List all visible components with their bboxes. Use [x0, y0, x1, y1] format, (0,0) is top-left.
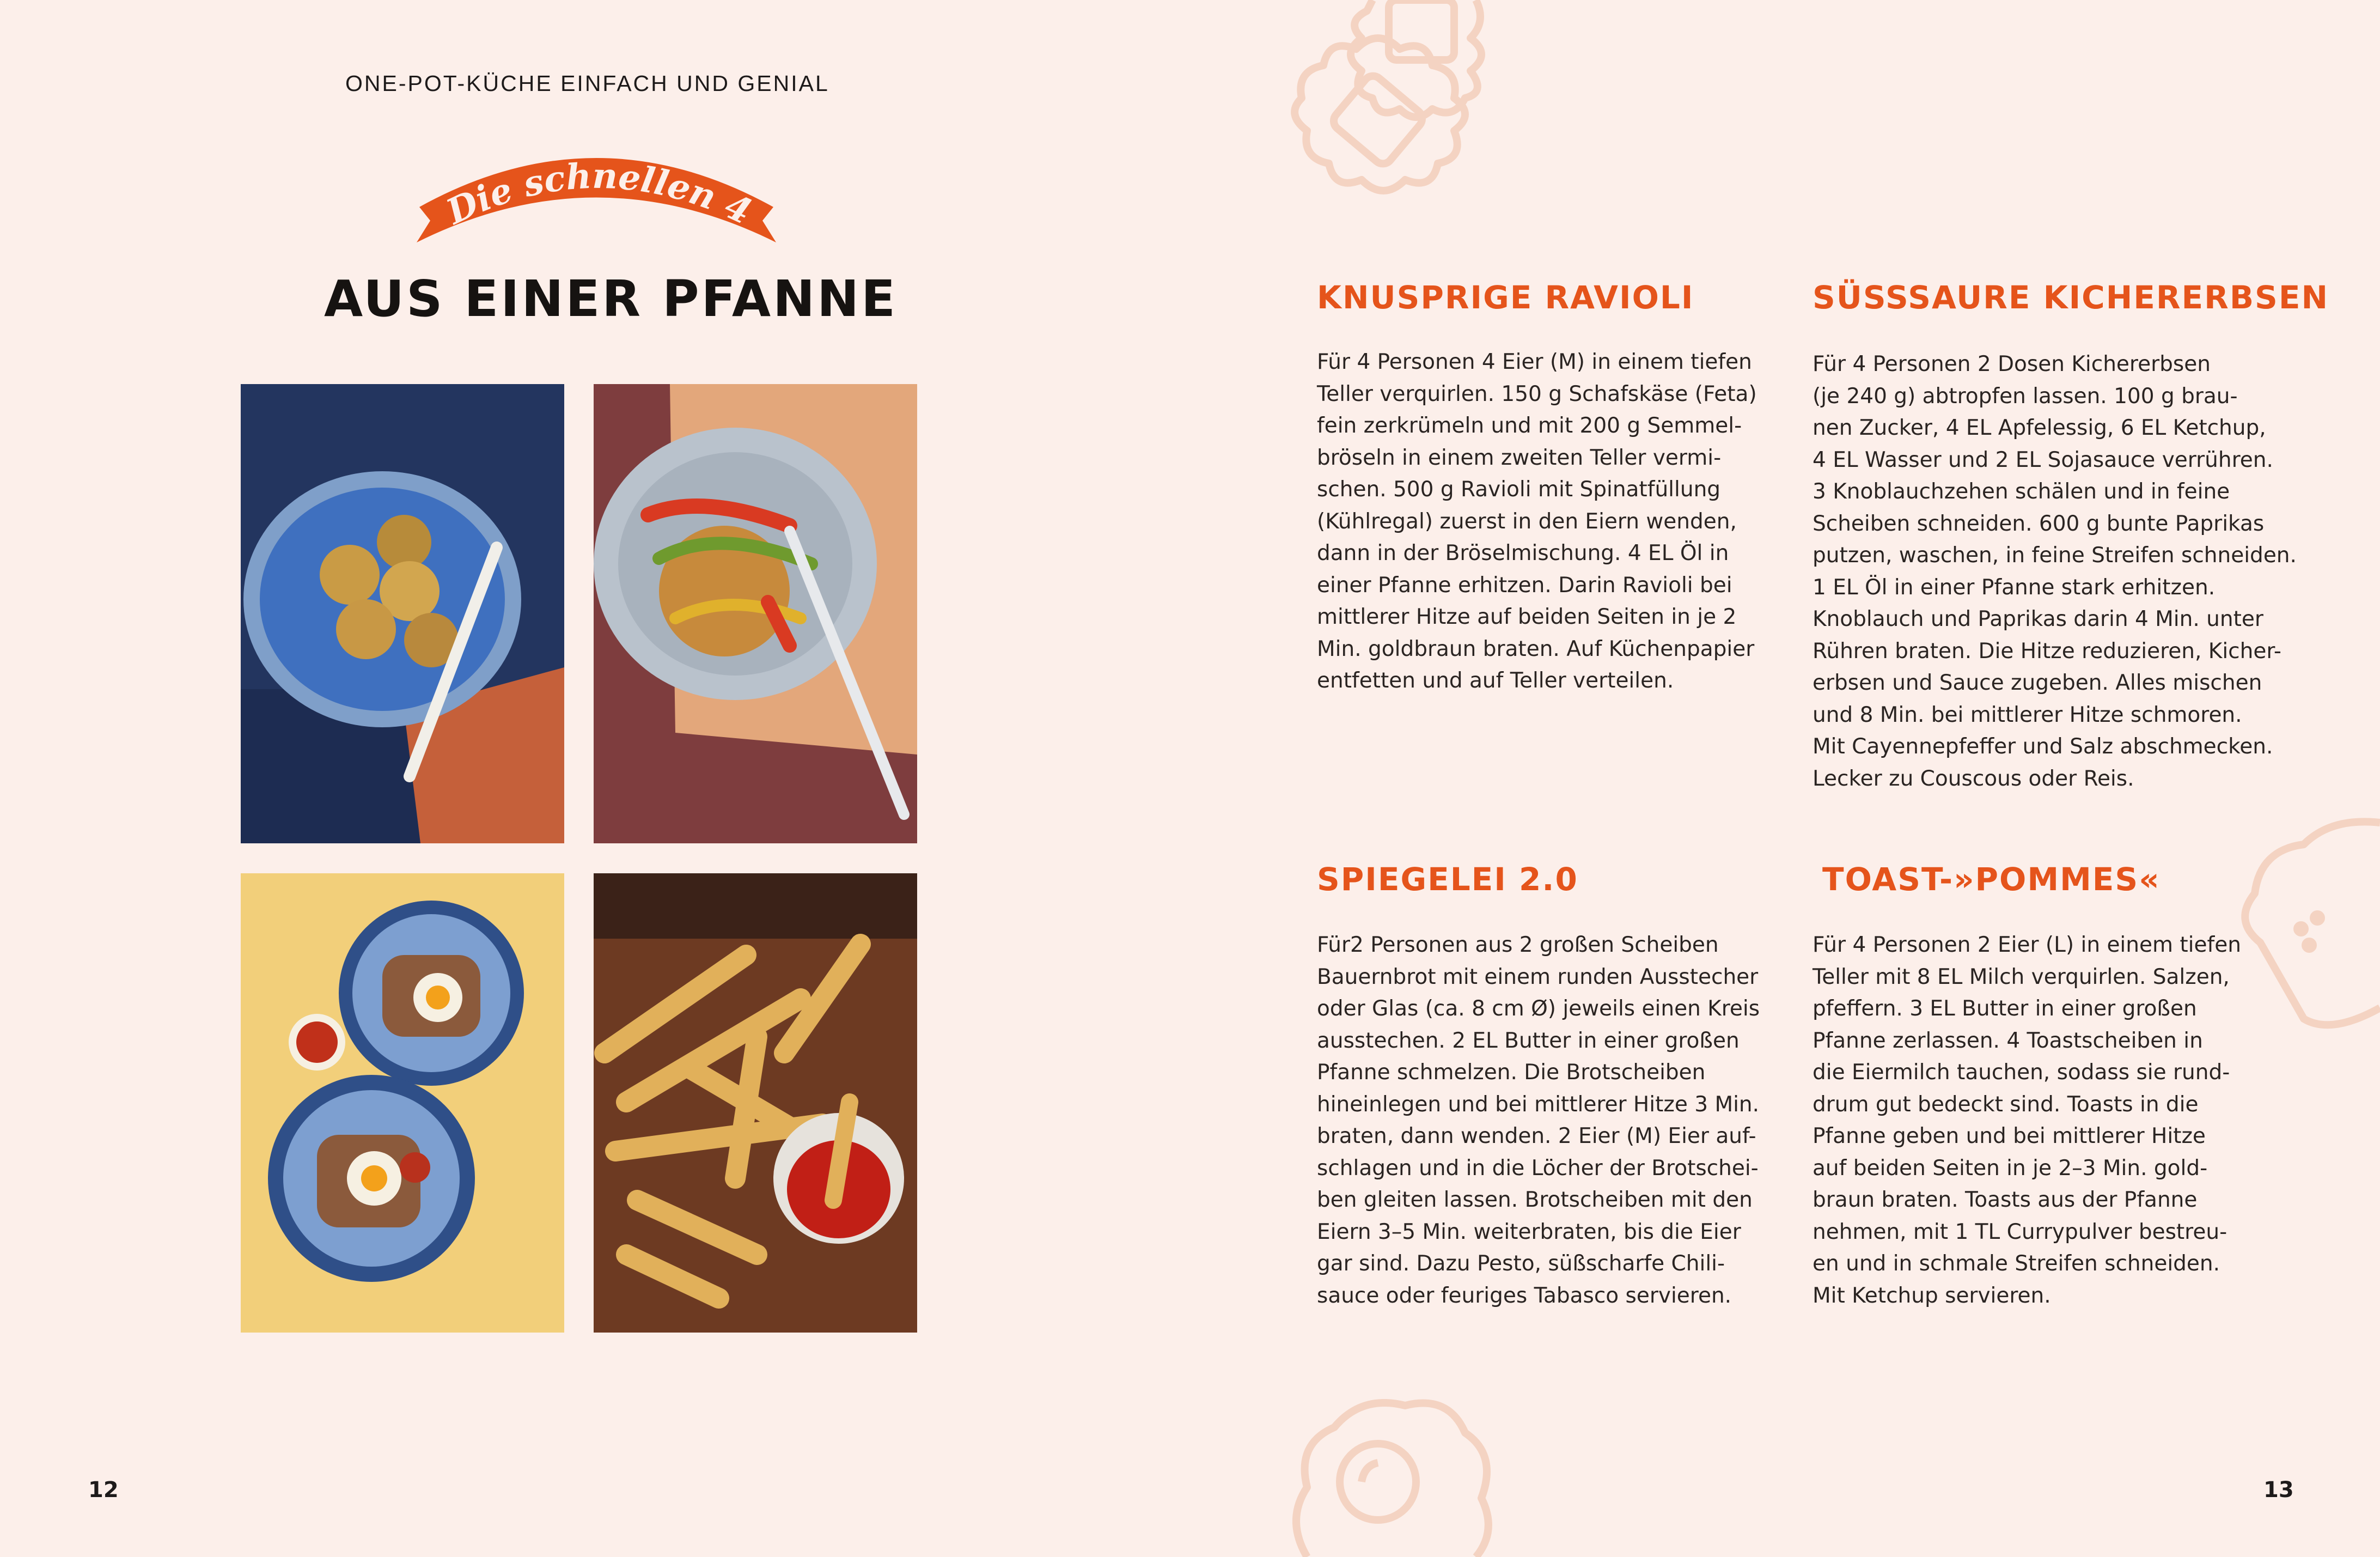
banner-ribbon [414, 147, 779, 256]
recipe-body-toast-pommes: Für 4 Personen 2 Eier (L) in einem tiefen Teller mit 8 EL Milch verquirlen. Salzen, pfeffern. 3 EL Butter in einer großen Pfanne zerlassen. 4 Toastscheiben in die Eiermilch tauchen, sodass sie rund- drum gut bedeckt sind. Toasts in die Pfanne geben und bei mittlerer Hitze auf beiden Seiten in je 2–3 Min. gold- braun braten. Toasts aus der Pfanne nehmen, mit 1 TL Currypulver bestreu- en und in schmale Streifen schneiden. Mit Ketchup servieren. [1813, 933, 2241, 1308]
recipe-body-ravioli: Für 4 Personen 4 Eier (M) in einem tiefen Teller verquirlen. 150 g Schafskäse (Feta) fein zerkrümeln und mit 200 g Semmel- bröseln in einem zweiten Teller vermi- schen. 500 g Ravioli mit Spinatfüllung (Kühlregal) zuerst in den Eiern wenden, dann in der Bröselmischung. 4 EL Öl in einer Pfanne erhitzen. Darin Ravioli bei mittlerer Hitze auf beiden Seiten in je 2 Min. goldbraun braten. Auf Küchenpapier entfetten und auf Teller verteilen. [1317, 350, 1757, 693]
page-number-left: 12 [88, 1477, 119, 1503]
photo-spiegelei [241, 873, 564, 1333]
recipe-title-kichererbsen: SÜSSSAURE KICHERERBSEN [1813, 279, 2329, 316]
photo-chickpeas [594, 384, 917, 843]
recipe-title-spiegelei: SPIEGELEI 2.0 [1317, 861, 1578, 898]
banner-text: Die schnellen 4 [440, 155, 758, 233]
fried-egg-outline-icon [1274, 1384, 1503, 1557]
recipe-title-ravioli: KNUSPRIGE RAVIOLI [1317, 279, 1694, 316]
photo-toast-pommes [594, 873, 917, 1333]
recipe-body-spiegelei: Für2 Personen aus 2 großen Scheiben Bauernbrot mit einem runden Ausstecher oder Glas (ca. 8 cm Ø) jeweils einen Kreis ausstechen. 2 EL Butter in einer großen Pfanne schmelzen. Die Brotscheiben hineinlegen und bei mittlerer Hitze 3 Min. braten, dann wenden. 2 Eier (M) Eier auf- schlagen und in die Löcher der Brotschei- ben gleiten lassen. Brotscheiben mit den Eiern 3–5 Min. weiterbraten, bis die Eier gar sind. Dazu Pesto, süßscharfe Chili- sauce oder feuriges Tabasco servieren. [1317, 933, 1760, 1308]
recipe-title-toast-pommes: TOAST-»POMMES« [1822, 861, 2161, 898]
photo-ravioli [241, 384, 564, 843]
recipe-body-kichererbsen: Für 4 Personen 2 Dosen Kichererbsen (je 240 g) abtropfen lassen. 100 g brau- nen Zucker, 4 EL Apfelessig, 6 EL Ketchup, 4 EL Wasser und 2 EL Sojasauce verrühren. 3 Knoblauchzehen schälen und in feine Scheiben schneiden. 600 g bunte Paprikas putzen, waschen, in feine Streifen schneiden. 1 EL Öl in einer Pfanne stark erhitzen. Knoblauch und Paprikas darin 4 Min. unter Rühren braten. Die Hitze reduzieren, Kicher- erbsen und Sauce zugeben. Alles mischen und 8 Min. bei mittlerer Hitze schmoren. Mit Cayennepfeffer und Salz abschmecken. Lecker zu Couscous oder Reis. [1813, 352, 2297, 791]
main-title: AUS EINER PFANNE [324, 270, 898, 328]
page-number-right: 13 [2263, 1477, 2294, 1503]
ravioli-outline-icon [1242, 0, 1547, 256]
running-head: ONE-POT-KÜCHE EINFACH UND GENIAL [345, 71, 829, 96]
